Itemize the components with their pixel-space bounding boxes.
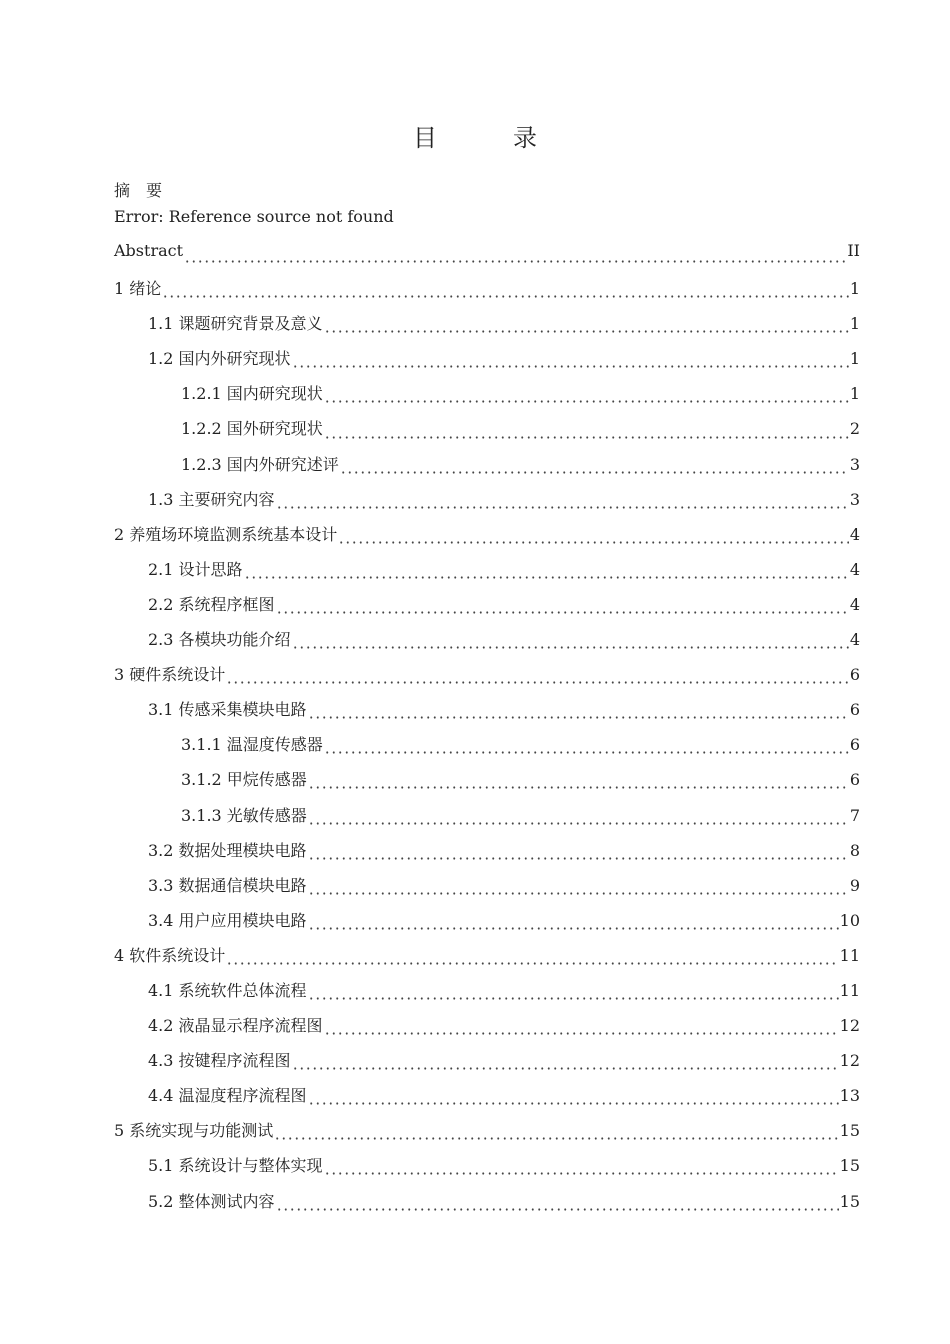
toc-entry-label: 3.2 数据处理模块电路 — [148, 840, 307, 860]
toc-entry-page: 13 — [839, 1086, 860, 1106]
toc-entry[interactable] — [114, 1118, 860, 1153]
abstract-cn-heading: 摘 要 — [114, 181, 163, 200]
toc-entry-label: 2.1 设计思路 — [148, 559, 243, 579]
dot-leader — [276, 506, 849, 509]
toc-entry-page: 2 — [849, 419, 860, 439]
dot-leader — [276, 1208, 839, 1211]
toc-entry-label: 3.1.2 甲烷传感器 — [181, 770, 307, 790]
toc-entry-label: 4.4 温湿度程序流程图 — [148, 1086, 307, 1106]
dot-leader — [324, 751, 849, 754]
dot-leader — [184, 260, 846, 263]
reference-error-line: Error: Reference source not found — [114, 207, 394, 226]
page-title: 目 录 — [413, 124, 563, 152]
dot-leader — [324, 330, 849, 333]
toc-entry-label: 5 系统实现与功能测试 — [114, 1121, 274, 1141]
toc-entry-page: 1 — [849, 384, 860, 404]
dot-leader — [308, 716, 849, 719]
toc-entry-page: 3 — [849, 454, 860, 474]
toc-entry[interactable] — [114, 592, 860, 627]
toc-entry-label: 1.3 主要研究内容 — [148, 489, 275, 509]
toc-entry-label: 3.1.1 温湿度传感器 — [181, 735, 323, 755]
dot-leader — [276, 611, 849, 614]
toc-entry-label: 1 绪论 — [114, 279, 162, 299]
toc-entry-page: 10 — [839, 910, 860, 930]
toc-entry-label: 3.1 传感采集模块电路 — [148, 700, 307, 720]
toc-entry[interactable] — [114, 873, 860, 908]
toc-entry[interactable] — [114, 943, 860, 978]
dot-leader — [274, 1137, 838, 1140]
dot-leader — [324, 1172, 839, 1175]
toc-entry-page: 6 — [849, 735, 860, 755]
toc-entry-page: 1 — [849, 314, 860, 334]
toc-entry-label: 3.4 用户应用模块电路 — [148, 910, 307, 930]
toc-entry[interactable] — [114, 1048, 860, 1083]
toc-entry-label: 1.2.3 国内外研究述评 — [181, 454, 339, 474]
toc-entry-page: 4 — [849, 594, 860, 614]
toc-entry-page: 4 — [849, 524, 860, 544]
toc-entry-label: 4.2 液晶显示程序流程图 — [148, 1016, 323, 1036]
toc-entry-label: Abstract — [114, 241, 184, 260]
toc-entry[interactable] — [114, 662, 860, 697]
toc-entry-label: 3.1.3 光敏传感器 — [181, 805, 307, 825]
dot-leader — [324, 400, 849, 403]
toc-entry[interactable] — [114, 416, 860, 451]
dot-leader — [226, 681, 849, 684]
dot-leader — [308, 927, 839, 930]
toc-entry[interactable] — [114, 838, 860, 873]
toc-entry-page: 8 — [849, 840, 860, 860]
toc-entry[interactable] — [114, 697, 860, 732]
table-of-contents — [0, 241, 950, 1224]
toc-entry[interactable] — [114, 346, 860, 381]
dot-leader — [292, 1067, 839, 1070]
toc-entry[interactable] — [114, 732, 860, 767]
toc-entry[interactable] — [114, 767, 860, 802]
toc-entry-label: 4.1 系统软件总体流程 — [148, 980, 307, 1000]
toc-entry-page: 4 — [849, 630, 860, 650]
toc-entry-label: 3.3 数据通信模块电路 — [148, 875, 307, 895]
toc-entry-label: 2.3 各模块功能介绍 — [148, 630, 291, 650]
toc-entry-page: 1 — [849, 279, 860, 299]
toc-entry-page: 6 — [849, 770, 860, 790]
dot-leader — [324, 1032, 839, 1035]
toc-entry[interactable] — [114, 1013, 860, 1048]
toc-entry-label: 5.2 整体测试内容 — [148, 1191, 275, 1211]
dot-leader — [226, 962, 838, 965]
toc-entry-page: 11 — [839, 980, 860, 1000]
toc-entry-page: 15 — [839, 1191, 860, 1211]
toc-entry[interactable] — [114, 1153, 860, 1188]
toc-entry-label: 5.1 系统设计与整体实现 — [148, 1156, 323, 1176]
toc-entry-label: 4 软件系统设计 — [114, 945, 226, 965]
dot-leader — [340, 471, 849, 474]
toc-entry[interactable] — [114, 1189, 860, 1224]
toc-entry-label: 3 硬件系统设计 — [114, 665, 226, 685]
toc-entry-page: 1 — [849, 349, 860, 369]
dot-leader — [308, 892, 849, 895]
toc-entry-page: II — [847, 241, 860, 260]
toc-entry-page: 15 — [839, 1156, 860, 1176]
dot-leader — [292, 646, 849, 649]
toc-entry[interactable] — [114, 381, 860, 416]
toc-entry-label: 1.1 课题研究背景及意义 — [148, 314, 323, 334]
dot-leader — [308, 786, 849, 789]
toc-entry-page: 15 — [839, 1121, 860, 1141]
toc-entry[interactable] — [114, 803, 860, 838]
toc-entry[interactable] — [114, 276, 860, 311]
toc-entry[interactable] — [114, 241, 860, 276]
toc-entry[interactable] — [114, 1083, 860, 1118]
toc-entry[interactable] — [114, 557, 860, 592]
toc-entry-label: 1.2 国内外研究现状 — [148, 349, 291, 369]
toc-entry-page: 9 — [849, 875, 860, 895]
toc-entry-page: 4 — [849, 559, 860, 579]
toc-entry-page: 12 — [839, 1051, 860, 1071]
dot-leader — [338, 541, 849, 544]
toc-entry[interactable] — [114, 487, 860, 522]
toc-entry-page: 3 — [849, 489, 860, 509]
toc-entry-page: 11 — [839, 945, 860, 965]
dot-leader — [244, 576, 849, 579]
toc-entry-label: 2.2 系统程序框图 — [148, 594, 275, 614]
toc-entry[interactable] — [114, 978, 860, 1013]
toc-entry[interactable] — [114, 452, 860, 487]
toc-entry-page: 12 — [839, 1016, 860, 1036]
dot-leader — [292, 365, 849, 368]
dot-leader — [308, 1102, 839, 1105]
toc-entry[interactable] — [114, 908, 860, 943]
toc-entry-page: 6 — [849, 665, 860, 685]
toc-entry[interactable] — [114, 311, 860, 346]
dot-leader — [308, 822, 849, 825]
toc-entry-label: 4.3 按键程序流程图 — [148, 1051, 291, 1071]
toc-entry-label: 1.2.2 国外研究现状 — [181, 419, 323, 439]
dot-leader — [324, 436, 849, 439]
toc-entry-page: 6 — [849, 700, 860, 720]
toc-entry[interactable] — [114, 627, 860, 662]
toc-entry[interactable] — [114, 522, 860, 557]
toc-entry-page: 7 — [849, 805, 860, 825]
dot-leader — [308, 857, 849, 860]
dot-leader — [162, 295, 849, 298]
toc-entry-label: 2 养殖场环境监测系统基本设计 — [114, 524, 338, 544]
toc-entry-label: 1.2.1 国内研究现状 — [181, 384, 323, 404]
dot-leader — [308, 997, 839, 1000]
